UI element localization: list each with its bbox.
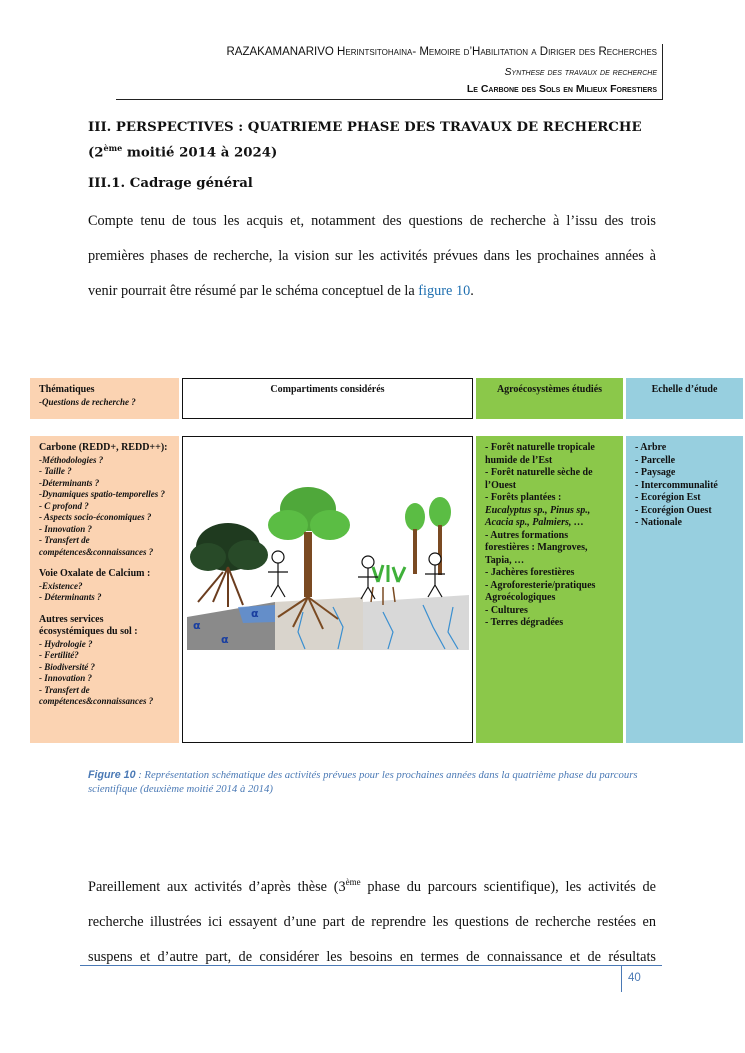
carbone-question: - Taille ? — [39, 466, 72, 476]
footer-vertical-rule — [621, 965, 622, 992]
echelle-item: - Ecorégion Est — [635, 492, 701, 503]
echelle-item: - Parcelle — [635, 454, 676, 466]
forest-tree-trunk — [304, 532, 312, 597]
autres-question: - Fertilité? — [39, 650, 79, 660]
oxalate-question: - Déterminants ? — [39, 592, 102, 602]
autres-question: - Biodiversité ? — [39, 661, 95, 672]
compartiments-header: Compartiments considérés — [182, 378, 473, 419]
paragraph-2-line: suspens et d’autre part, de considérer les besoins en termes de connaissance et de résultats — [88, 949, 656, 965]
thematiques-label: Thématiques — [39, 384, 95, 395]
agro-item: - Cultures — [485, 604, 528, 616]
header-subtitle: Synthese des travaux de recherche — [504, 66, 657, 78]
carbone-question: - Aspects socio-économiques ? — [39, 512, 152, 522]
header-horizontal-rule — [116, 99, 662, 100]
mangrove-roots — [198, 567, 243, 607]
autres-question: - Hydrologie ? — [39, 638, 93, 649]
agro-header: Agroécosystèmes étudiés — [476, 378, 623, 419]
paragraph-2-line — [88, 870, 656, 905]
agro-item: - Autres formations forestières : Mangroves, Tapia, … — [485, 529, 588, 566]
section-title-sup: ème — [103, 143, 123, 153]
questions-label: -Questions de recherche ? — [39, 396, 136, 407]
person-figure-1 — [268, 551, 288, 597]
oxalate-title: Voie Oxalate de Calcium : — [39, 568, 151, 579]
paragraph-2-text: Pareillement aux activités d’après thèse (3 — [88, 879, 346, 895]
agro-item: - Forêt naturelle tropicale humide de l’Est — [485, 442, 595, 466]
agro-item: - Agroforesterie/pratiques Agroécologiques — [485, 579, 596, 603]
autres-list — [39, 639, 170, 708]
person-figure-2 — [358, 556, 378, 599]
oxalate-question: -Existence? — [39, 580, 83, 591]
section-title — [88, 118, 658, 163]
paragraph-1 — [88, 204, 656, 309]
header-topic: Le Carbone des Sols en Milieux Forestiers — [466, 83, 657, 95]
agro-item: - Forêts plantées : — [485, 492, 562, 503]
carbone-question: -Dynamiques spatio-temporelles ? — [39, 489, 165, 499]
agro-item: - Forêt naturelle sèche de l’Ouest — [485, 467, 593, 491]
paragraph-2-line: recherche illustrées ici essayent d’une part de reprendre les questions de recherche restées en — [88, 914, 656, 930]
autres-question: - Transfert de compétences&connaissances ? — [39, 684, 154, 706]
alpha-symbol: α — [193, 619, 201, 632]
carbone-question: - C profond ? — [39, 500, 89, 511]
header-memoire: - Memoire d’Habilitation a Diriger des Recherches — [412, 46, 657, 58]
carbone-list — [39, 455, 170, 559]
oxalate-list — [39, 581, 170, 604]
paragraph-1-line: premières phases de recherche, la vision sur les activités prévues dans les prochaines années à — [88, 248, 656, 264]
paragraph-1-last-line — [88, 274, 656, 309]
agro-item: Eucalyptus sp., Pinus sp., Acacia sp., Palmiers, … — [485, 504, 591, 528]
autres-title: Autres services écosystémiques du sol : — [39, 613, 138, 637]
echelle-header: Echelle d’étude — [626, 378, 743, 419]
figure-10-link[interactable]: figure 10 — [418, 283, 471, 299]
header-author-last: RAZAKAMANARIVO — [226, 46, 334, 58]
footer-rule — [80, 965, 662, 966]
paragraph-1-text: venir pourrait être résumé par le schéma conceptuel de la — [88, 283, 419, 299]
alpha-symbol: α — [221, 633, 229, 646]
echelle-item: - Paysage — [635, 467, 676, 478]
echelle-item: - Intercommunalité — [635, 479, 718, 491]
agro-item: - Jachères forestières — [485, 567, 575, 578]
figure-caption — [88, 768, 648, 796]
ecosystem-illustration — [183, 437, 472, 742]
section-subtitle: III.1. Cadrage général — [88, 176, 253, 191]
caption-text: : Représentation schématique des activités prévues pour les prochaines années dans la quatrième phase du parcours scientifique (deuxième moitié 2014 à 2014) — [88, 769, 638, 795]
section-title-main: III. PERSPECTIVES : QUATRIEME PHASE DES TRAVAUX DE RECHERCHE (2 — [88, 120, 642, 161]
header-vertical-rule — [662, 44, 663, 100]
paragraph-2-text: phase du parcours scientifique), les activités de — [360, 879, 656, 895]
echelle-panel — [626, 436, 743, 743]
echelle-item: - Arbre — [635, 442, 667, 453]
carbone-question: -Déterminants ? — [39, 477, 100, 488]
paragraph-2-sup: ème — [345, 877, 361, 888]
header-title — [226, 46, 657, 58]
paragraph-2 — [88, 870, 656, 975]
agro-item: - Terres dégradées — [485, 617, 564, 628]
echelle-item: - Nationale — [635, 517, 682, 528]
crop-plants — [373, 565, 405, 582]
thematiques-header — [30, 378, 179, 419]
carbone-question: - Innovation ? — [39, 523, 93, 534]
carbone-title: Carbone (REDD+, REDD++): — [39, 442, 168, 453]
caption-label: Figure 10 — [88, 769, 136, 781]
themes-panel — [30, 436, 179, 743]
page-number: 40 — [628, 972, 641, 984]
carbone-question: -Méthodologies ? — [39, 454, 104, 465]
echelle-item: - Ecorégion Ouest — [635, 504, 712, 516]
agro-panel — [476, 436, 623, 743]
autres-question: - Innovation ? — [39, 673, 93, 683]
compartments-diagram — [182, 436, 473, 743]
header-author-first: Herintsitohaina — [337, 46, 413, 58]
alpha-symbol: α — [251, 607, 259, 620]
carbone-question: - Transfert de compétences&connaissances ? — [39, 535, 154, 557]
section-title-rest: moitié 2014 à 2024) — [122, 145, 278, 161]
paragraph-1-line: Compte tenu de tous les acquis et, notamment des questions de recherche à l’issu des trois — [88, 213, 656, 229]
paragraph-1-period: . — [470, 283, 474, 299]
